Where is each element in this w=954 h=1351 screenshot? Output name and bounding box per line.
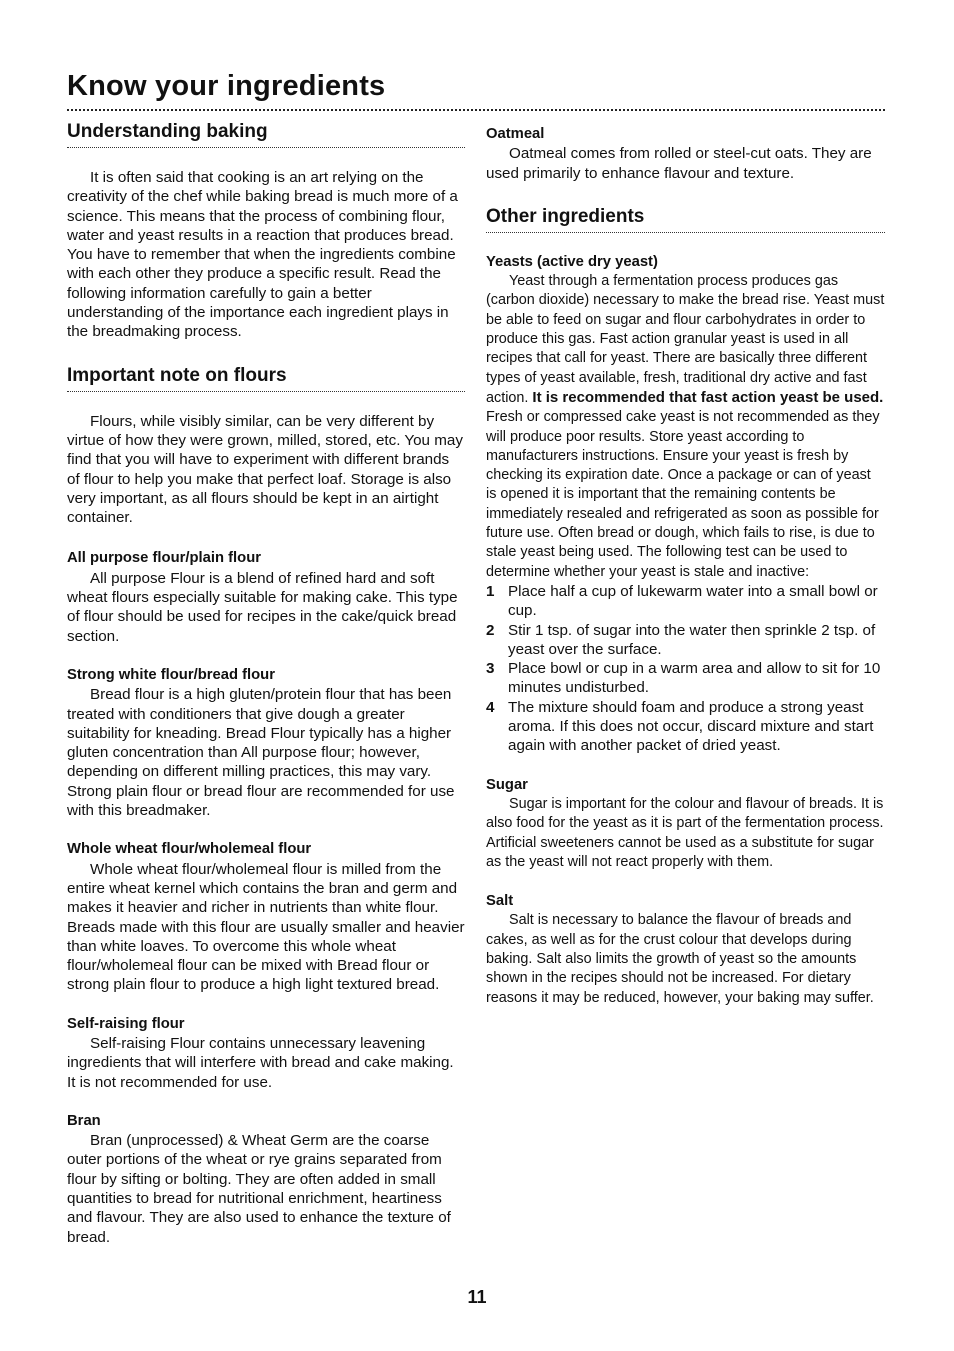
section-heading-other-ingredients: Other ingredients (486, 205, 885, 233)
yeast-test-steps (486, 582, 885, 756)
left-column (67, 120, 465, 1247)
yeasts-recommendation: It is recommended that fast action yeast be used. (532, 388, 884, 406)
yeasts-text (486, 272, 885, 582)
section-heading-understanding-baking: Understanding baking (67, 120, 465, 148)
heading-strong-white-flour: Strong white flour/bread flour (67, 666, 275, 683)
heading-all-purpose-flour: All purpose flour/plain flour (67, 550, 261, 567)
step-text: Place half a cup of lukewarm water into a small bowl or cup. (508, 582, 878, 620)
list-item (486, 698, 885, 756)
yeasts-text-part-2: Fresh or compressed cake yeast is not recommended as they will produce poor results. Store yeast according to manufacturers instructions. Ensure your yeast is fresh by checking its expiration date. Once a package or can of yeast is opened it is important that the remaining contents be immediately resealed and refrigerated as soon as possible for future use. Often bread or dough, which fails to rise, is due to stale yeast being used. The following test can be used to determine whether your yeast is stale and inactive: (486, 409, 880, 580)
whole-wheat-flour-text: Whole wheat flour/wholemeal flour is milled from the entire wheat kernel which contains the bran and germ and makes it heavier and richer in nutrients than white flour. Breads made with this flour are usually smaller and heavier than white loaves. To overcome this whole wheat flour/wholemeal flour can be mixed with Bread flour or strong plain flour to produce a high light textured bread. (67, 860, 465, 994)
heading-sugar: Sugar (486, 776, 528, 793)
page-title: Know your ingredients (67, 69, 885, 111)
list-item (486, 582, 885, 621)
oatmeal-text: Oatmeal comes from rolled or steel-cut oats. They are used primarily to enhance flavour and texture. (486, 145, 872, 182)
list-item (486, 621, 885, 660)
heading-whole-wheat-flour: Whole wheat flour/wholemeal flour (67, 841, 312, 858)
step-number: 2 (486, 621, 495, 639)
step-text: Place bowl or cup in a warm area and allow to sit for 10 minutes undisturbed. (508, 660, 881, 697)
yeasts-text-part-1: Yeast through a fermentation process produces gas (carbon dioxide) necessary to make the bread rise. Yeast must be able to feed on sugar and flour carbohydrates in order to produce this gas. Fast action granular yeast is used in all recipes that call for yeast. There are basically three different types of yeast available, fresh, traditional dry active and fast action. (486, 273, 885, 406)
self-raising-flour-text: Self-raising Flour contains unnecessary leavening ingredients that will interfere with bread and cake making. It is not recommended for use. (67, 1034, 454, 1091)
heading-bran: Bran (67, 1112, 101, 1129)
heading-oatmeal: Oatmeal (486, 126, 545, 142)
list-item (486, 659, 885, 698)
understanding-baking-text: It is often said that cooking is an art relying on the creativity of the chef while baking bread is much more of a science. This means that the process of combining flour, water and yeast results in a reaction that produces bread. You have to remember that when the ingredients combine with each other they produce a specific result. Read the following information carefully to gain a better understanding of the importance each ingredient plays in the breadmaking process. (67, 169, 458, 341)
page-number: 11 (467, 1287, 487, 1307)
step-number: 4 (486, 698, 495, 716)
right-column (486, 120, 885, 1008)
section-heading-flours-note: Important note on flours (67, 364, 465, 392)
heading-salt: Salt (486, 893, 514, 910)
sugar-text: Sugar is important for the colour and flavour of breads. It is also food for the yeast as it is part of the fermentation process. Artificial sweeteners cannot be used as a substitute for sugar as the yeast will not react properly with them. (486, 795, 884, 870)
step-number: 3 (486, 660, 495, 678)
step-number: 1 (486, 582, 495, 600)
bran-text: Bran (unprocessed) & Wheat Germ are the coarse outer portions of the wheat or rye grains separated from flour by sifting or bolting. They are often added in small quantities to bread for nutritional enrichment, heartiness and flavour. They are also used to enhance the texture of bread. (67, 1132, 451, 1246)
step-text: Stir 1 tsp. of sugar into the water then sprinkle 2 tsp. of yeast over the surface. (508, 621, 876, 658)
salt-text: Salt is necessary to balance the flavour of breads and cakes, as well as for the crust colour that develops during baking. Salt also limits the growth of yeast so the amounts shown in the recipes should not be increased. For dietary reasons it may be reduced, however, your baking may suffer. (486, 912, 874, 1006)
strong-white-flour-text: Bread flour is a high gluten/protein flour that has been treated with conditioners that give dough a greater suitability for kneading. Bread Flour typically has a higher gluten concentration than All purpose flour; however, depending on different milling practices, this may vary. Strong plain flour or bread flour are recommended for use with this breadmaker. (67, 686, 455, 820)
heading-yeasts: Yeasts (active dry yeast) (486, 253, 658, 270)
step-text: The mixture should foam and produce a strong yeast aroma. If this does not occur, discard mixture and start again with another packet of dried yeast. (508, 698, 874, 755)
flours-note-text: Flours, while visibly similar, can be very different by virtue of how they were grown, milled, stored, etc. You may find that you will have to experiment with different brands of flour to help you make that perfect loaf. Storage is also very important, as all flours should be kept in an airtight container. (67, 412, 463, 527)
heading-self-raising-flour: Self-raising flour (67, 1015, 185, 1032)
all-purpose-flour-text: All purpose Flour is a blend of refined hard and soft wheat flours especially suitable for making cake. This type of flour should be used for recipes in the cake/quick bread section. (67, 569, 458, 645)
